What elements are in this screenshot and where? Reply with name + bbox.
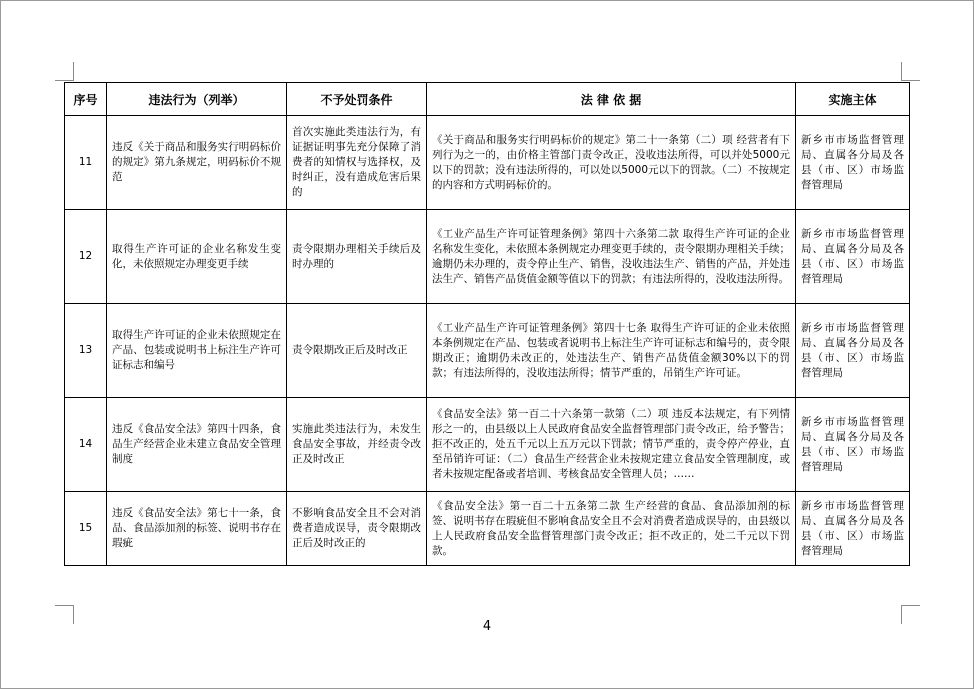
- row-legal-basis: 《工业产品生产许可证管理条例》第四十六条第二款 取得生产许可证的企业名称发生变化，未依照本条例规定办理变更手续的，责令限期办理相关手续；逾期仍未办理的，责令停止生产、销售，没收违法生产、销售的产品，并处违法生产、销售产品货值金额等值以下的罚款；有违法所得的，没收违法所得。: [427, 210, 796, 304]
- table-header-row: [65, 83, 910, 116]
- header-serial-no: 序号: [65, 83, 107, 116]
- row-exemption-condition: 不影响食品安全且不会对消费者造成误导，责令限期改正后及时改正的: [287, 492, 427, 566]
- row-legal-basis: 《关于商品和服务实行明码标价的规定》第二十一条第（二）项 经营者有下列行为之一的，由价格主管部门责令改正，没收违法所得，可以并处5000元以下的罚款；没有违法所得的，可以处以5000元以下的罚款。（二）不按规定的内容和方式明码标价的。: [427, 116, 796, 210]
- row-legal-basis: 《食品安全法》第一百二十六条第一款第（二）项 违反本法规定，有下列情形之一的，由县级以上人民政府食品安全监督管理部门责令改正，给予警告；拒不改正的，处五千元以上五万元以下罚款；情节严重的，责令停产停业，直至吊销许可证：（二）食品生产经营企业未按规定建立食品安全管理制度，或者未按规定配备或者培训、考核食品安全管理人员；……: [427, 398, 796, 492]
- header-enforcement-agency: 实施主体: [796, 83, 910, 116]
- row-legal-basis: 《工业产品生产许可证管理条例》第四十七条 取得生产许可证的企业未依照本条例规定在产品、包装或者说明书上标注生产许可证标志和编号的，责令限期改正；逾期仍未改正的，处违法生产、销售产品货值金额30%以下的罚款；有违法所得的，没收违法所得；情节严重的，吊销生产许可证。: [427, 304, 796, 398]
- penalty-exemption-table: [64, 82, 910, 566]
- table-row: [65, 398, 910, 492]
- row-serial-no: 12: [65, 210, 107, 304]
- row-enforcement-agency: 新乡市市场监督管理局、直属各分局及各县（市、区）市场监督管理局: [796, 398, 910, 492]
- row-violation: 违反《食品安全法》第四十四条，食品生产经营企业未建立食品安全管理制度: [107, 398, 287, 492]
- table-row: [65, 304, 910, 398]
- row-violation: 违反《关于商品和服务实行明码标价的规定》第九条规定，明码标价不规范: [107, 116, 287, 210]
- row-violation: 违反《食品安全法》第七十一条，食品、食品添加剂的标签、说明书存在瑕疵: [107, 492, 287, 566]
- header-legal-basis: 法 律 依 据: [427, 83, 796, 116]
- row-exemption-condition: 实施此类违法行为，未发生食品安全事故，并经责令改正及时改正: [287, 398, 427, 492]
- crop-mark-top-left: [55, 62, 74, 81]
- row-serial-no: 14: [65, 398, 107, 492]
- row-enforcement-agency: 新乡市市场监督管理局、直属各分局及各县（市、区）市场监督管理局: [796, 304, 910, 398]
- row-serial-no: 11: [65, 116, 107, 210]
- row-violation: 取得生产许可证的企业名称发生变化，未依照规定办理变更手续: [107, 210, 287, 304]
- row-exemption-condition: 责令限期改正后及时改正: [287, 304, 427, 398]
- row-enforcement-agency: 新乡市市场监督管理局、直属各分局及各县（市、区）市场监督管理局: [796, 116, 910, 210]
- row-violation: 取得生产许可证的企业未依照规定在产品、包装或说明书上标注生产许可证标志和编号: [107, 304, 287, 398]
- row-exemption-condition: 首次实施此类违法行为，有证据证明事先充分保障了消费者的知情权与选择权，及时纠正，没有造成危害后果的: [287, 116, 427, 210]
- table-row: [65, 116, 910, 210]
- header-exemption-condition: 不予处罚条件: [287, 83, 427, 116]
- row-enforcement-agency: 新乡市市场监督管理局、直属各分局及各县（市、区）市场监督管理局: [796, 492, 910, 566]
- row-serial-no: 13: [65, 304, 107, 398]
- table-row: [65, 210, 910, 304]
- header-violation: 违法行为（列举）: [107, 83, 287, 116]
- row-exemption-condition: 责令限期办理相关手续后及时办理的: [287, 210, 427, 304]
- table-row: [65, 492, 910, 566]
- row-serial-no: 15: [65, 492, 107, 566]
- row-legal-basis: 《食品安全法》第一百二十五条第二款 生产经营的食品、食品添加剂的标签、说明书存在瑕疵但不影响食品安全且不会对消费者造成误导的，由县级以上人民政府食品安全监督管理部门责令改正；拒不改正的，处二千元以下罚款。: [427, 492, 796, 566]
- page-number: 4: [482, 619, 492, 634]
- crop-mark-top-right: [901, 62, 920, 81]
- row-enforcement-agency: 新乡市市场监督管理局、直属各分局及各县（市、区）市场监督管理局: [796, 210, 910, 304]
